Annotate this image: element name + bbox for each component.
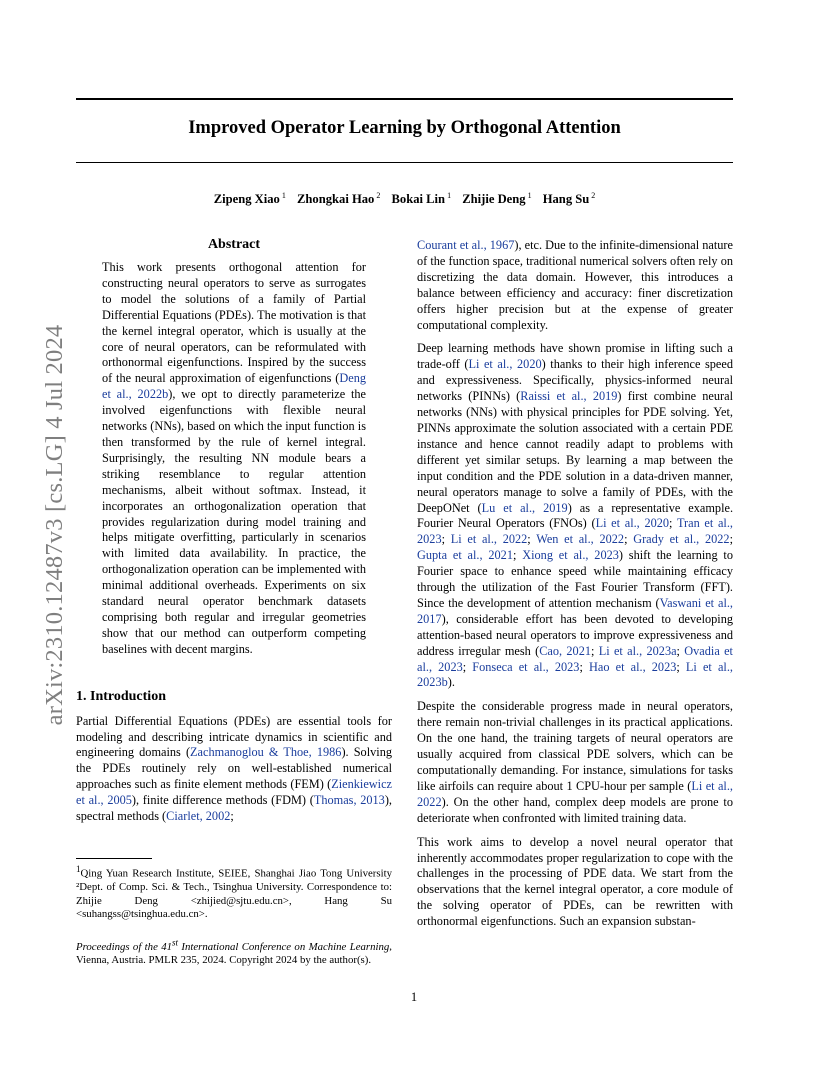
citation-link[interactable]: Tran et al., 2023: [417, 516, 733, 547]
body-text: ;: [441, 532, 451, 547]
top-rule: [76, 98, 733, 100]
citation-link[interactable]: Zachmanoglou & Thoe, 1986: [190, 745, 342, 760]
proceedings-ordinal-suffix: st: [172, 936, 179, 947]
author-affiliation-mark: 1: [279, 191, 286, 200]
author-name: Hang Su: [542, 192, 590, 207]
body-text: Partial Differential Equations (PDEs) are essential tools for modeling and describing intricate dynamics in scientific and engineering domains (: [76, 713, 392, 760]
proceedings-lead: Proceedings of the: [76, 940, 162, 953]
author-name: Bokai Lin: [391, 192, 446, 207]
abstract-body: [102, 260, 366, 658]
abstract-heading: Abstract: [207, 237, 261, 252]
proceedings-rest: , Vienna, Austria. PMLR 235, 2024. Copyright 2024 by the author(s).: [76, 940, 392, 967]
citation-link[interactable]: Li et al., 2022: [450, 532, 528, 547]
citation-link[interactable]: Wen et al., 2022: [536, 532, 625, 547]
arxiv-identifier-stamp: arXiv:2310.12487v3 [cs.LG] 4 Jul 2024: [41, 324, 68, 726]
footnote-area: [76, 858, 392, 968]
citation-link[interactable]: Li et al., 2023b: [417, 659, 733, 690]
citation-link[interactable]: Thomas, 2013: [313, 793, 385, 808]
body-paragraph: [417, 341, 733, 691]
body-paragraph: [417, 238, 733, 333]
body-text: ), finite difference methods (FDM) (: [131, 793, 314, 808]
body-text: This work aims to develop a novel neural operator that inherently accommodates proper regularization to cope with the challenges in the processing of PDE data. We start from the observations that the kernel integral operator, a core module of the solving operator of PDEs, can be rewritten with orthonormal eigenfunctions. Such an expansion substan-: [417, 834, 733, 929]
citation-link[interactable]: Ovadia et al., 2023: [417, 643, 733, 674]
body-text: ;: [512, 548, 523, 563]
citation-link[interactable]: Gupta et al., 2021: [417, 548, 513, 563]
body-text: ;: [462, 659, 473, 674]
body-text: ), etc. Due to the infinite-dimensional nature of the function space, traditional numerical solvers often rely on discretizing the data domain. However, this introduces a balance between efficiency and accuracy: finer discretization offers higher precision but at the expense of greater computational complexity.: [417, 238, 733, 332]
introduction-body: [76, 714, 392, 825]
citation-link[interactable]: Li et al., 2020: [468, 357, 542, 372]
proceedings-conference: International Conference on Machine Learning: [178, 940, 390, 953]
author: [462, 192, 531, 206]
body-text: ;: [591, 643, 599, 658]
citation-link[interactable]: Deng et al., 2022b: [102, 371, 366, 402]
author-name: Zhijie Deng: [462, 192, 526, 207]
body-text: ;: [669, 516, 677, 531]
affiliation-footnote: [76, 863, 392, 922]
body-text: ;: [729, 532, 733, 547]
citation-link[interactable]: Li et al., 2020: [595, 516, 670, 531]
author: [392, 192, 452, 206]
body-text: This work presents orthogonal attention for constructing neural operators to serve as surrogates to model the solutions of a family of Partial Differential Equations (PDEs). The motivation is that the kernel integral operator, which is usually at the core of neural operators, can be reformulated with orthonormal eigenfunctions. Inspired by the success of the neural approximation of eigenfunctions (: [102, 260, 366, 386]
citation-link[interactable]: Vaswani et al., 2017: [417, 595, 734, 626]
body-text: ).: [447, 675, 455, 690]
body-text: ), we opt to directly parameterize the involved eigenfunctions with flexible neural networks (NNs), based on which the input function is then transformed by the rule of kernel integral. Surprisingly, the resulting NN module bears a striking resemblance to regular attention mechanisms, albeit without softmax. Instead, it incorporates an orthogonalization operation that provides regularization during model training and helps mitigate overfitting, particularly in scenarios with limited data availability. In practice, the orthogonalization operation can be implemented with minimal additional overheads. Experiments on six standard neural operator benchmark datasets comprising both regular and irregular geometries show that our method can outperform competing baselines with decent margins.: [102, 387, 366, 656]
author-affiliation-mark: 2: [589, 191, 596, 200]
introduction-heading: 1. Introduction: [76, 688, 166, 704]
body-text: ). On the other hand, complex deep models are prone to deteriorate when confronted with limited training data.: [417, 794, 733, 825]
footnote-rule: [76, 858, 152, 859]
body-text: ;: [676, 643, 685, 658]
body-text: ) shift the learning to Fourier space to enhance speed while maintaining efficacy through the utilization of the Fast Fourier Transform (FFT). Since the development of attention mechanism (: [417, 548, 733, 610]
citation-link[interactable]: Cao, 2021: [539, 643, 591, 658]
body-text: ;: [527, 532, 537, 547]
citation-link[interactable]: Li et al., 2023a: [598, 643, 677, 658]
citation-link[interactable]: Ciarlet, 2002: [166, 809, 231, 824]
body-text: ). Solving the PDEs routinely rely on well-established numerical approaches such as finite element methods (FEM) (: [76, 745, 392, 792]
body-text: ;: [676, 659, 686, 674]
author: [297, 192, 380, 206]
author-affiliation-mark: 1: [445, 191, 452, 200]
body-text: ) as a representative example. Fourier Neural Operators (FNOs) (: [417, 500, 734, 531]
body-text: ), considerable effort has been devoted to developing attention-based neural operators to improve expressiveness and address irregular mesh (: [417, 611, 733, 658]
left-column: [76, 236, 392, 825]
author: [214, 192, 286, 206]
body-text: ;: [624, 532, 634, 547]
body-paragraph: [417, 835, 733, 930]
body-text: ;: [579, 659, 590, 674]
body-text: Despite the considerable progress made in neural operators, there remain non-trivial challenges in its practical applications. On the one hand, the training targets of neural operators are usually acquired from classical PDE solvers, which can be computationally demanding. For instance, simulations for tasks like airfoils can require about 1 CPU-hour per sample (: [417, 699, 733, 793]
author-affiliation-mark: 2: [374, 191, 381, 200]
citation-link[interactable]: Raissi et al., 2019: [520, 389, 618, 404]
citation-link[interactable]: Zienkiewicz et al., 2005: [76, 777, 392, 808]
citation-link[interactable]: Lu et al., 2019: [481, 500, 568, 515]
citation-link[interactable]: Li et al., 2022: [417, 778, 733, 809]
body-text: Deep learning methods have shown promise in lifting such a trade-off (: [417, 341, 733, 372]
proceedings-ordinal: 41: [161, 940, 173, 953]
citation-link[interactable]: Hao et al., 2023: [589, 659, 677, 674]
author-name: Zipeng Xiao: [213, 192, 280, 207]
citation-link[interactable]: Grady et al., 2022: [633, 532, 730, 547]
right-column: [417, 238, 733, 938]
author-name: Zhongkai Hao: [297, 192, 375, 207]
author-affiliation-mark: 1: [525, 191, 532, 200]
footnote-mark: 1: [76, 864, 81, 874]
page-number: 1: [410, 990, 418, 1004]
body-text: ), spectral methods (: [76, 793, 392, 824]
proceedings-notice: [76, 936, 392, 968]
author: [543, 192, 596, 206]
citation-link[interactable]: Xiong et al., 2023: [522, 548, 619, 563]
footnote-body: Qing Yuan Research Institute, SEIEE, Shanghai Jiao Tong University ²Dept. of Comp. Sci. & Tech., Tsinghua University. Correspondence to: Zhijie Deng <zhijied@sjtu.edu.cn>, Hang Su <suhangss@tsinghua.edu.cn>.: [76, 867, 392, 921]
body-text: ) first combine neural networks (NNs) with physical principles for PDE solving. Yet, PINNs approximate the solution associated with a certain PDE instance and hence cannot readily adapt to problems with different yet similar setups. By learning a map between the input condition and the PDE solution in a data-driven manner, neural operators manage to solve a family of PDEs, with the DeepONet (: [417, 389, 733, 515]
body-paragraph: [417, 699, 733, 826]
body-text: ) thanks to their high inference speed and expressiveness. Specifically, physics-informed neural networks (PINNs) (: [417, 357, 733, 404]
body-text: ;: [230, 809, 234, 824]
author-list: [76, 191, 733, 207]
citation-link[interactable]: Courant et al., 1967: [417, 238, 515, 252]
paper-title: Improved Operator Learning by Orthogonal Attention: [188, 118, 621, 138]
title-bottom-rule: [76, 162, 733, 163]
citation-link[interactable]: Fonseca et al., 2023: [472, 659, 580, 674]
